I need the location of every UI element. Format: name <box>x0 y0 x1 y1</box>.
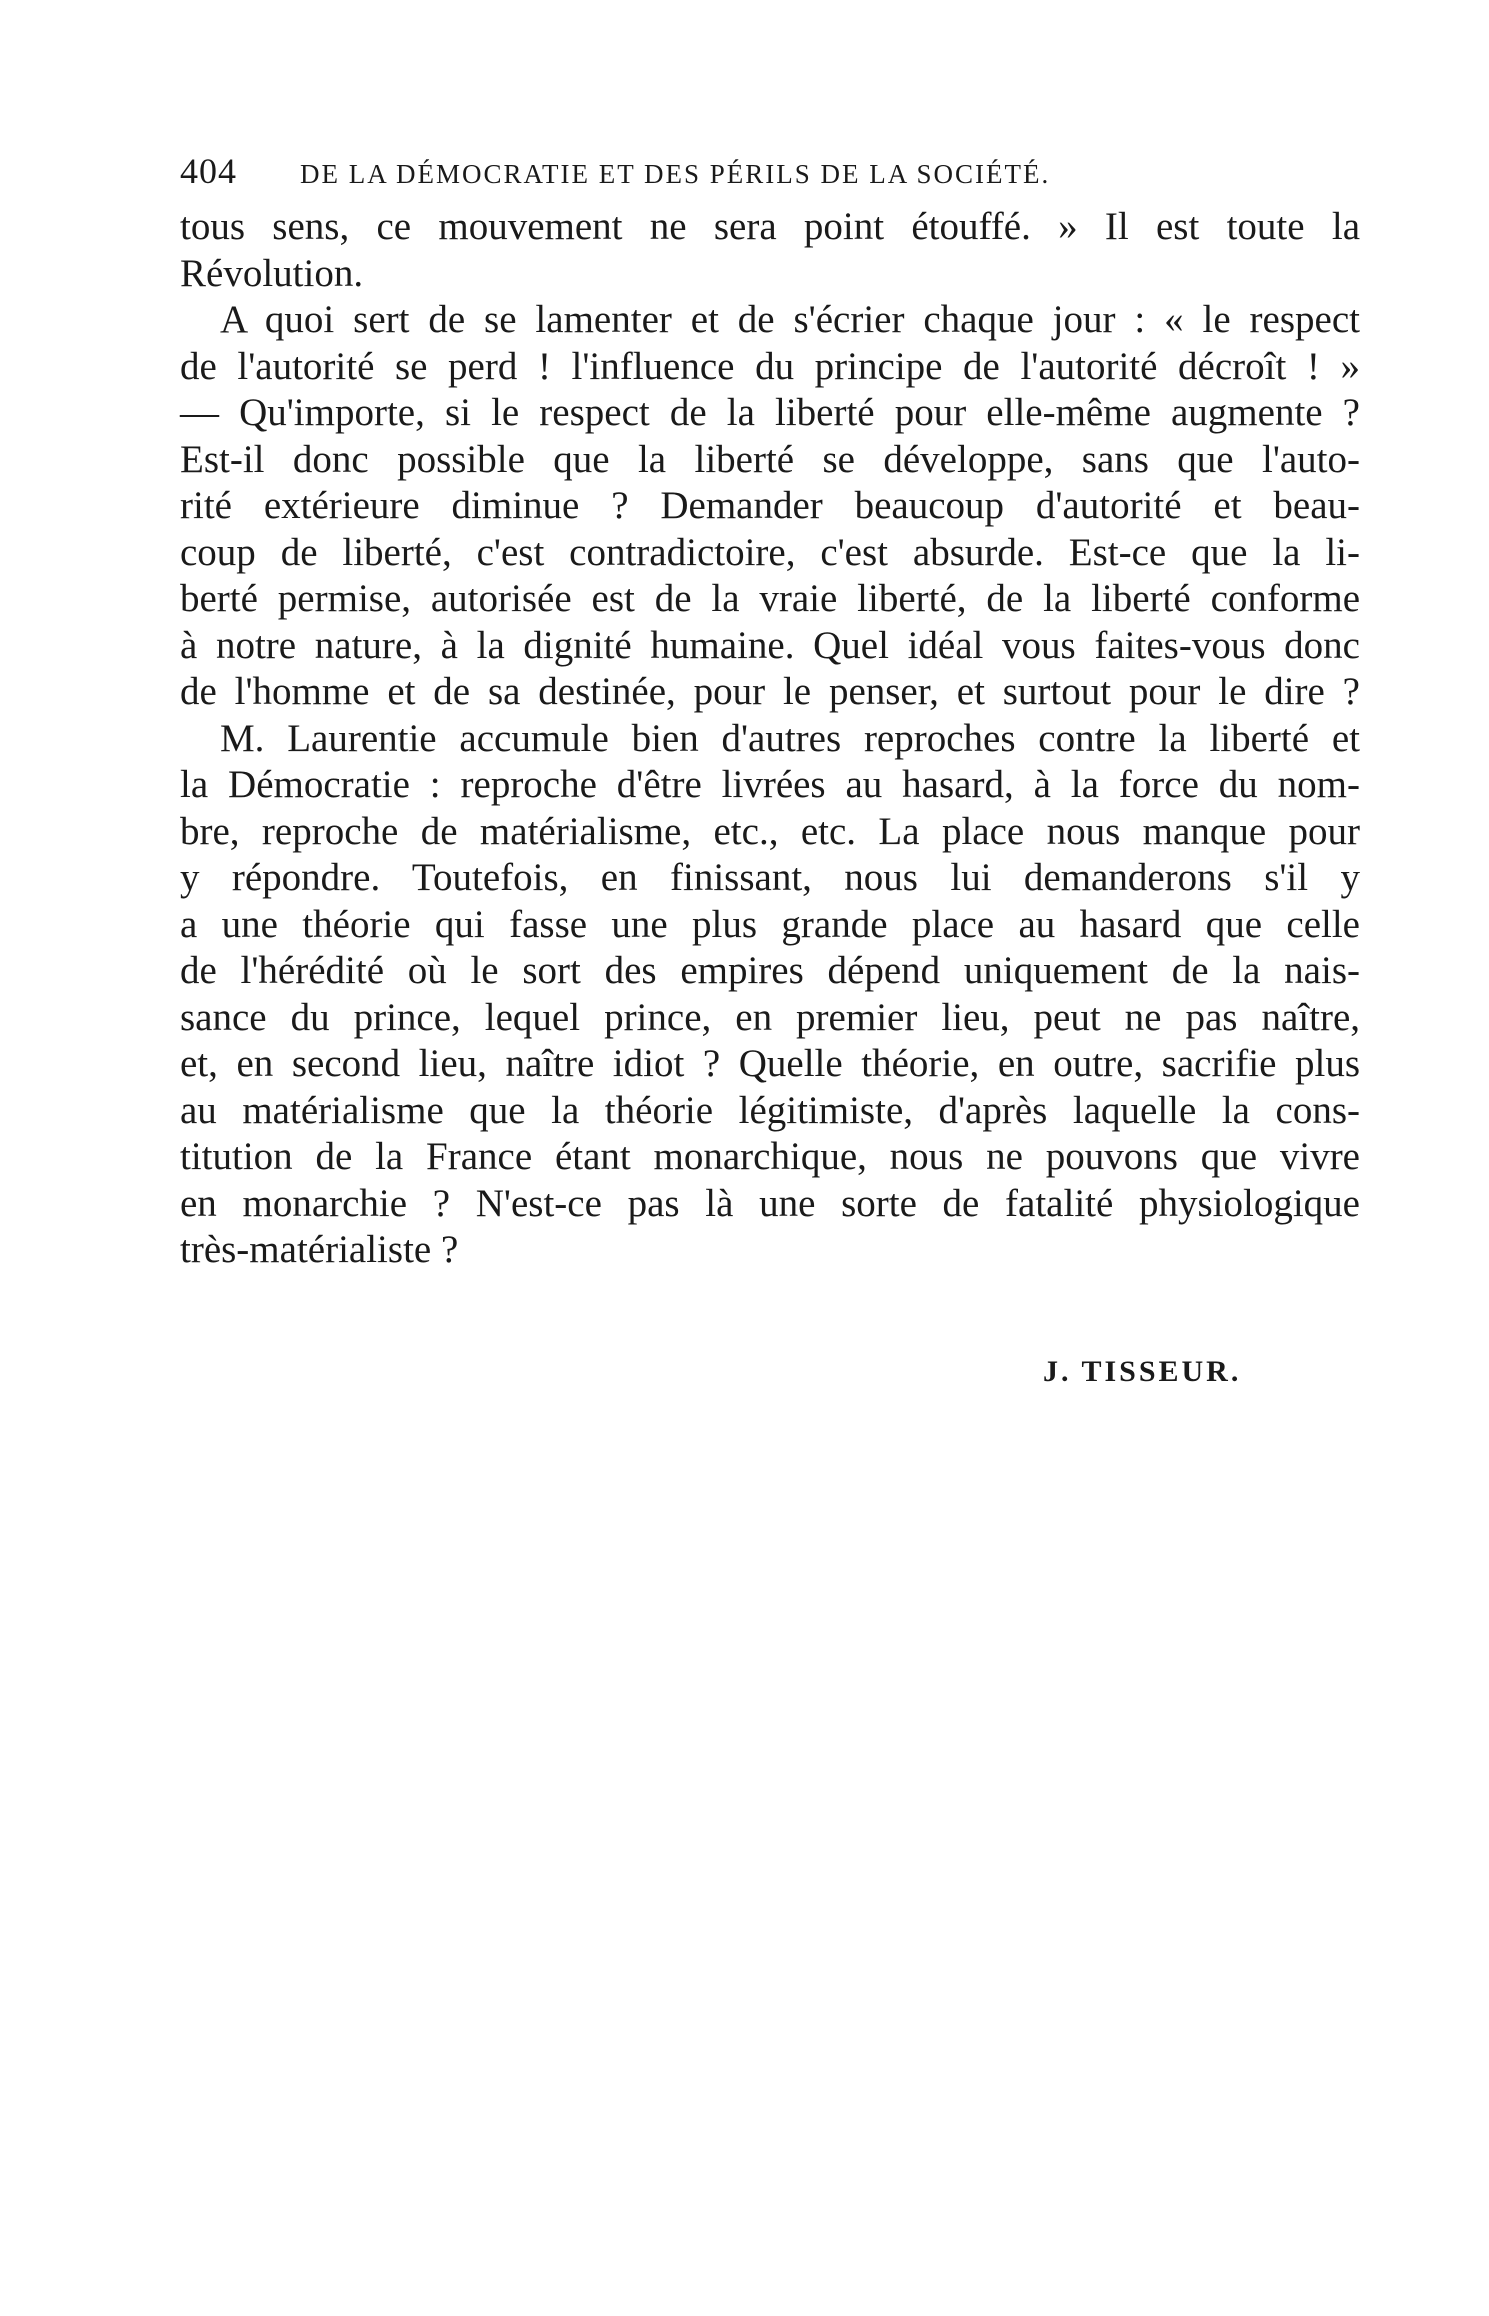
text-line: bre, reproche de matérialisme, etc., etc. La place nous manque pour <box>180 809 1360 853</box>
text-line: titution de la France étant monarchique, nous ne pouvons que vivre <box>180 1135 1360 1178</box>
text-line: — Qu'importe, si le respect de la liberté pour elle-même augmente ? <box>180 391 1360 434</box>
text-line: Révolution. <box>180 251 364 295</box>
text-line: et, en second lieu, naître idiot ? Quelle théorie, en outre, sacrifie plus <box>180 1042 1360 1085</box>
author-signature: J. TISSEUR. <box>1043 1355 1242 1388</box>
text-line: de l'hérédité où le sort des empires dépend uniquement de la nais- <box>180 949 1360 992</box>
text-line: a une théorie qui fasse une plus grande place au hasard que celle <box>180 902 1360 946</box>
text-line: M. Laurentie accumule bien d'autres reproches contre la liberté et <box>220 716 1360 760</box>
text-line: sance du prince, lequel prince, en premier lieu, peut ne pas naître, <box>180 995 1360 1039</box>
text-line: y répondre. Toutefois, en finissant, nous lui demanderons s'il y <box>180 856 1360 899</box>
text-line: rité extérieure diminue ? Demander beaucoup d'autorité et beau- <box>180 484 1360 527</box>
text-line: coup de liberté, c'est contradictoire, c'est absurde. Est-ce que la li- <box>180 530 1360 574</box>
text-line: au matérialisme que la théorie légitimiste, d'après laquelle la cons- <box>180 1088 1360 1132</box>
text-line: A quoi sert de se lamenter et de s'écrier chaque jour : « le respect <box>220 298 1360 341</box>
running-head <box>180 150 1360 204</box>
text-line: berté permise, autorisée est de la vraie liberté, de la liberté conforme <box>180 577 1360 620</box>
document-page <box>180 150 1360 1274</box>
text-line: à notre nature, à la dignité humaine. Quel idéal vous faites-vous donc <box>180 623 1360 667</box>
running-title: DE LA DÉMOCRATIE ET DES PÉRILS DE LA SOCIÉTÉ. <box>300 159 1051 189</box>
text-line: la Démocratie : reproche d'être livrées au hasard, à la force du nom- <box>180 763 1360 806</box>
text-line: Est-il donc possible que la liberté se développe, sans que l'auto- <box>180 437 1360 481</box>
text-line: de l'autorité se perd ! l'influence du principe de l'autorité décroît ! » <box>180 344 1360 388</box>
body-text <box>180 204 1360 1274</box>
text-line: très-matérialiste ? <box>180 1228 459 1271</box>
text-line: de l'homme et de sa destinée, pour le penser, et surtout pour le dire ? <box>180 670 1360 713</box>
page-number: 404 <box>180 151 237 191</box>
text-line: tous sens, ce mouvement ne sera point étouffé. » Il est toute la <box>180 205 1360 248</box>
text-line: en monarchie ? N'est-ce pas là une sorte de fatalité physiologique <box>180 1181 1360 1225</box>
